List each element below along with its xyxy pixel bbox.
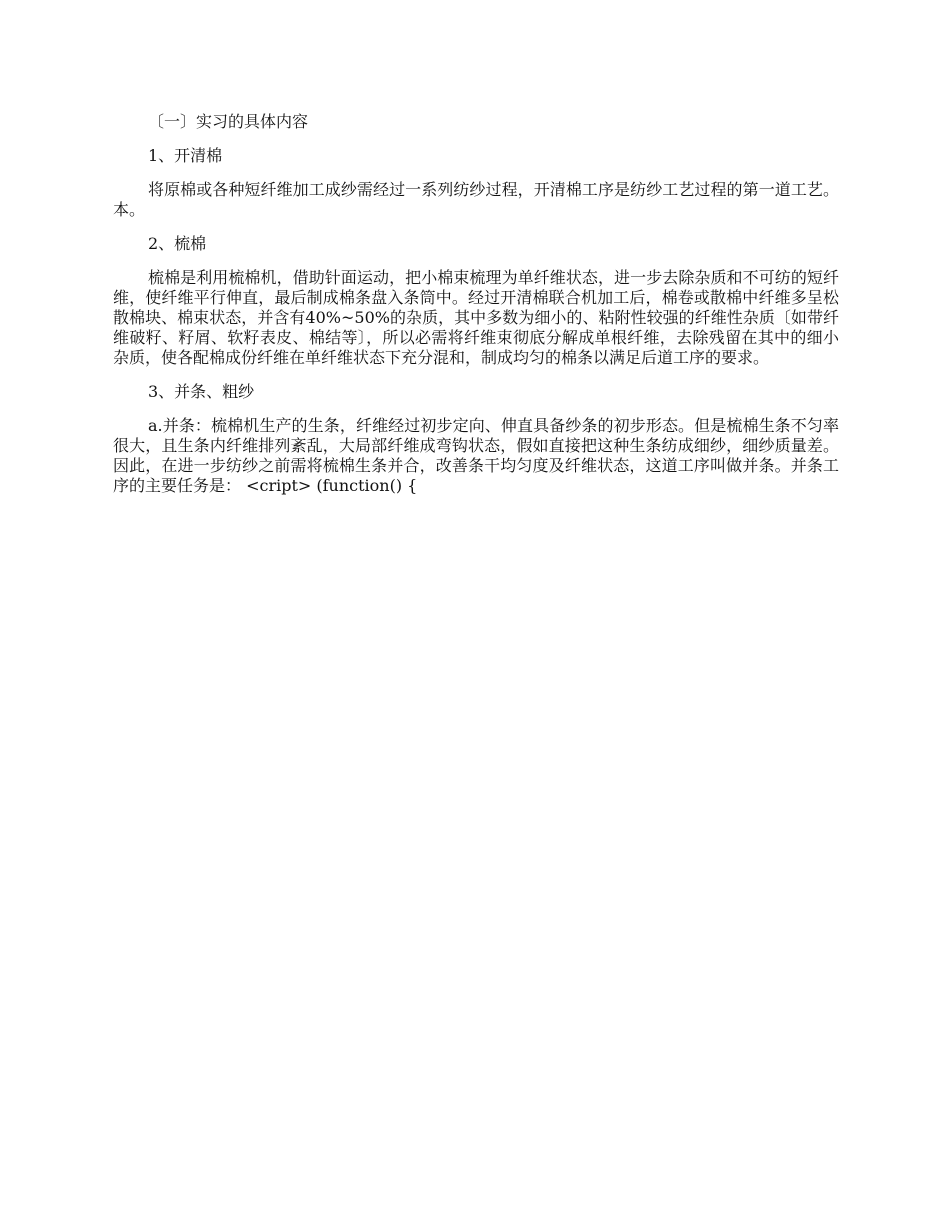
heading-opening-cleaning: 1、开清棉 bbox=[148, 146, 223, 165]
section-title: 〔一〕实习的具体内容 bbox=[148, 112, 309, 131]
paragraph-opening-cleaning: 将原棉或各种短纤维加工成纱需经过一系列纺纱过程，开清棉工序是纺纱工艺过程的第一道工艺。本。 bbox=[113, 180, 839, 219]
heading-carding: 2、梳棉 bbox=[148, 234, 207, 253]
paragraph-drawing: a.并条：梳棉机生产的生条，纤维经过初步定向、伸直具备纱条的初步形态。但是梳棉生条不匀率很大，且生条内纤维排列紊乱，大局部纤维成弯钩状态，假如直接把这种生条纺成细纱，细纱质量差。因此，在进一步纺纱之前需将梳棉生条并合，改善条干均匀度及纤维状态，这道工序叫做并条。并条工序的主要任务是： <cript> (function() { bbox=[113, 416, 839, 495]
document-body bbox=[113, 112, 839, 510]
heading-drawing-roving: 3、并条、粗纱 bbox=[148, 382, 255, 401]
paragraph-carding: 梳棉是利用梳棉机，借助针面运动，把小棉束梳理为单纤维状态，进一步去除杂质和不可纺的短纤维，使纤维平行伸直，最后制成棉条盘入条筒中。经过开清棉联合机加工后，棉卷或散棉中纤维多呈松散棉块、棉束状态，并含有40%~50%的杂质，其中多数为细小的、粘附性较强的纤维性杂质〔如带纤维破籽、籽屑、软籽表皮、棉结等〕，所以必需将纤维束彻底分解成单根纤维，去除残留在其中的细小杂质，使各配棉成份纤维在单纤维状态下充分混和，制成均匀的棉条以满足后道工序的要求。 bbox=[113, 268, 839, 367]
